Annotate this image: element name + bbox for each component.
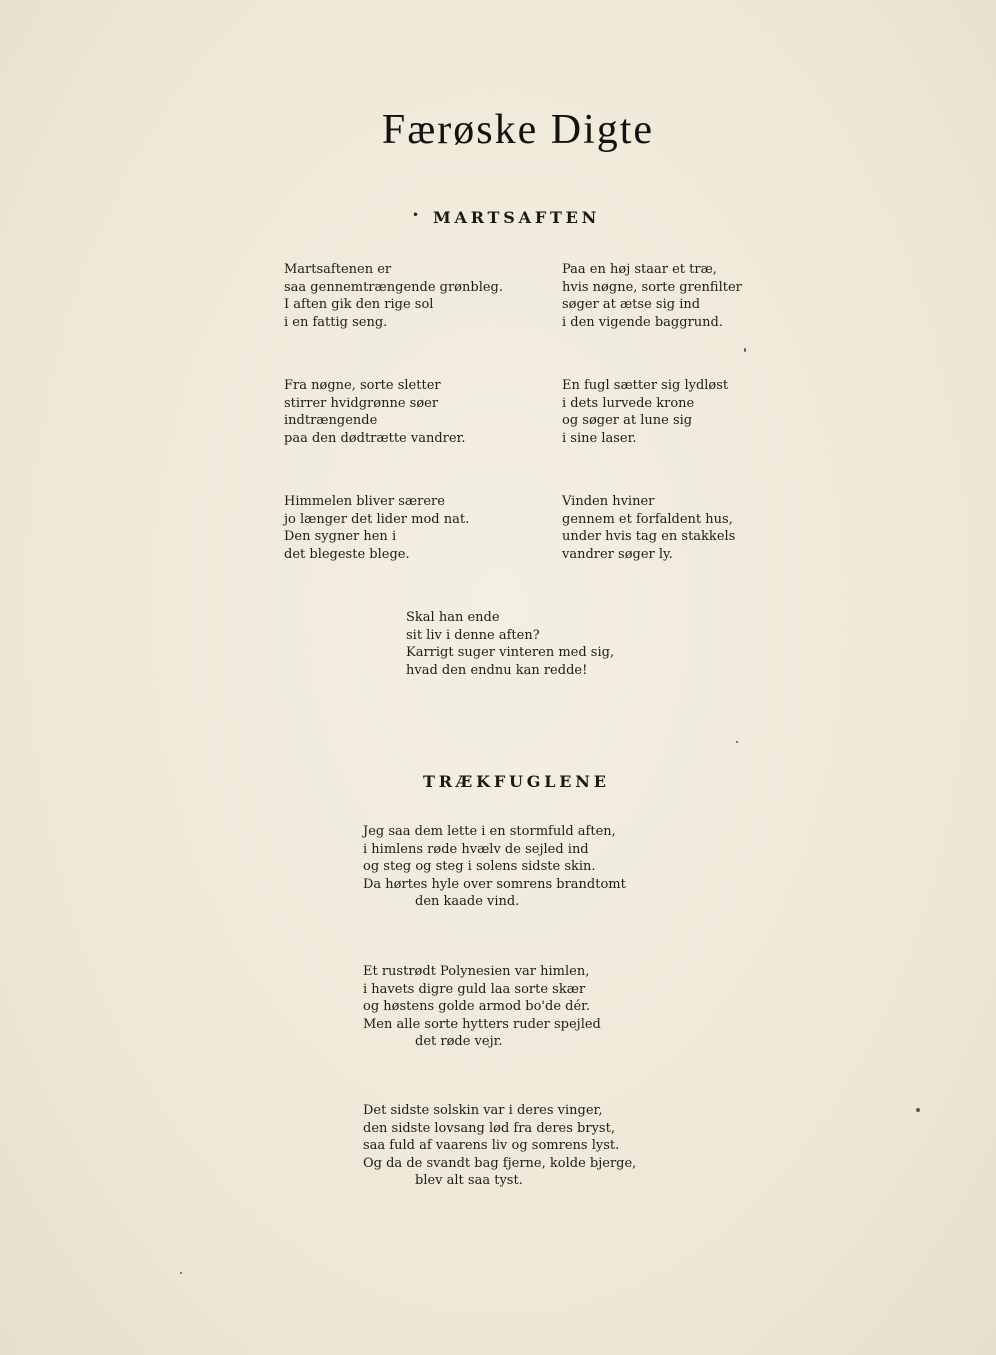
poem-line: blev alt saa tyst. (415, 1173, 523, 1188)
poem-line: saa fuld af vaarens liv og somrens lyst. (363, 1138, 620, 1153)
stanza (562, 377, 728, 447)
paper-speck (736, 741, 738, 743)
stanza (363, 1102, 636, 1190)
poem-line: Det sidste solskin var i deres vinger, (363, 1103, 603, 1118)
poem-line: indtrængende (284, 413, 378, 428)
poem-line: hvad den endnu kan redde! (406, 662, 588, 678)
poem-line: Martsaftenen er (284, 262, 392, 277)
stanza (284, 377, 466, 447)
poem-line: det røde vejr. (415, 1034, 503, 1049)
poem-line: under hvis tag en stakkels (562, 529, 736, 544)
poem-line: i dets lurvede krone (562, 395, 695, 411)
poem-line: Et rustrødt Polynesien var himlen, (363, 964, 590, 979)
poem-line: søger at ætse sig ind (562, 297, 701, 312)
poem-line: i himlens røde hvælv de sejled ind (363, 841, 589, 857)
poem-line: jo længer det lider mod nat. (284, 511, 470, 527)
poem-heading-martsaften: MARTSAFTEN (433, 208, 601, 227)
poem-line: hvis nøgne, sorte grenfilter (562, 279, 742, 295)
poem-line: og steg og steg i solens sidste skin. (363, 859, 596, 874)
poem-line: den kaade vind. (415, 894, 520, 909)
poem-line: i havets digre guld laa sorte skær (363, 981, 586, 997)
poem-line: Fra nøgne, sorte sletter (284, 378, 441, 393)
poem-line: og høstens golde armod bo'de dér. (363, 999, 591, 1014)
poem-line: En fugl sætter sig lydløst (562, 378, 729, 393)
poem-line: I aften gik den rige sol (284, 297, 434, 312)
poem-line: i en fattig seng. (284, 314, 388, 330)
poem-line: Jeg saa dem lette i en stormfuld aften, (363, 824, 616, 839)
poem-line: vandrer søger ly. (562, 546, 673, 562)
paper-speck (180, 1272, 182, 1274)
stanza (363, 963, 601, 1051)
bullet-mark: • (412, 208, 420, 222)
stanza (562, 493, 735, 563)
stanza (562, 261, 742, 331)
poem-line: stirrer hvidgrønne søer (284, 395, 439, 411)
poem-line: Skal han ende (406, 610, 500, 625)
poem-line: i sine laser. (562, 430, 637, 446)
poem-line: den sidste lovsang lød fra deres bryst, (363, 1120, 615, 1136)
poem-line: saa gennemtrængende grønbleg. (284, 279, 504, 295)
paper-speck (916, 1108, 920, 1112)
stanza (406, 609, 614, 679)
stanza (363, 823, 626, 911)
poem-line: det blegeste blege. (284, 546, 410, 562)
poem-line: Paa en høj staar et træ, (562, 262, 717, 277)
poem-line: gennem et forfaldent hus, (562, 511, 733, 527)
page-title: Færøske Digte (381, 107, 655, 153)
poem-line: og søger at lune sig (562, 413, 693, 428)
poem-line: Vinden hviner (562, 494, 655, 509)
poem-heading-traekfuglene: TRÆKFUGLENE (423, 772, 610, 791)
paper-speck (744, 348, 746, 352)
poem-line: sit liv i denne aften? (406, 627, 540, 643)
stanza (284, 261, 503, 331)
poem-line: paa den dødtrætte vandrer. (284, 430, 466, 446)
poem-line: Og da de svandt bag fjerne, kolde bjerge, (363, 1155, 637, 1171)
poem-line: Karrigt suger vinteren med sig, (406, 645, 615, 660)
poem-line: Da hørtes hyle over somrens brandtomt (363, 876, 626, 892)
poem-line: Men alle sorte hytters ruder spejled (363, 1016, 601, 1032)
stanza (284, 493, 469, 563)
poem-line: i den vigende baggrund. (562, 314, 723, 330)
poem-line: Den sygner hen i (284, 529, 397, 544)
poem-line: Himmelen bliver særere (284, 494, 445, 509)
